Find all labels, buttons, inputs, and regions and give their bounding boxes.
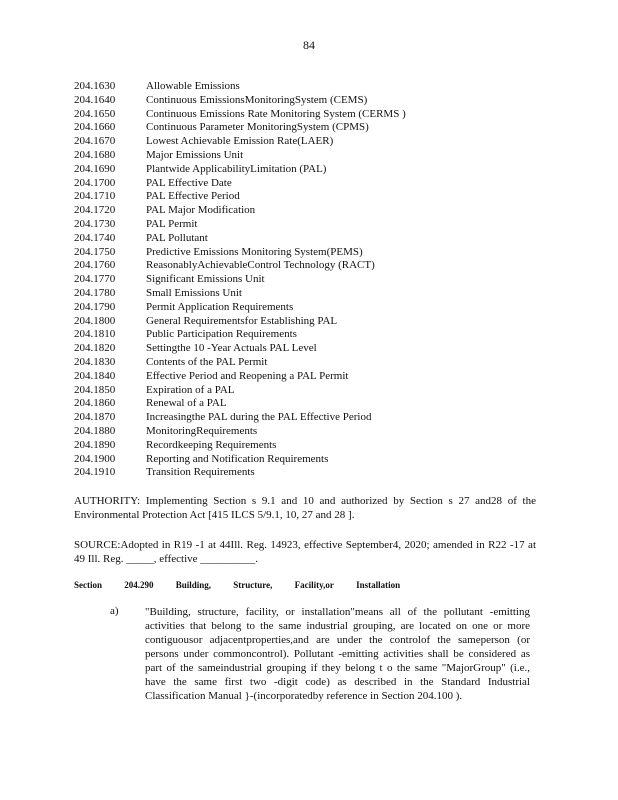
toc-section-number: 204.1900 (74, 452, 116, 465)
toc-row (74, 384, 554, 398)
item-label: a) (110, 605, 119, 617)
toc-row (74, 204, 554, 218)
table-of-contents (74, 80, 554, 480)
toc-section-number: 204.1640 (74, 93, 116, 106)
toc-section-number: 204.1890 (74, 438, 116, 451)
toc-section-number: 204.1800 (74, 314, 116, 327)
toc-section-title: Increasingthe PAL during the PAL Effective Period (146, 411, 372, 424)
toc-section-number: 204.1650 (74, 107, 116, 120)
toc-section-title: PAL Effective Date (146, 176, 232, 189)
section-title-word: Installation (356, 580, 401, 590)
toc-section-title: Small Emissions Unit (146, 286, 242, 299)
section-title-word: Structure, (233, 580, 273, 590)
toc-row (74, 301, 554, 315)
toc-section-number: 204.1810 (74, 328, 116, 341)
toc-row (74, 108, 554, 122)
toc-row (74, 453, 554, 467)
toc-row (74, 259, 554, 273)
toc-section-number: 204.1670 (74, 135, 116, 148)
item-body: "Building, structure, facility, or installation"means all of the pollutant -emitting activities that belong to the same industrial grouping, are located on one or more contiguousor adjacentproperties,and are under the controlof the sameperson (or persons under commoncontrol). Pollutant -emitting activities shall be considered as part of the sameindustrial grouping if they belong t o the same "MajorGroup" (i.e., have the same first two -digit code) as described in the Standard Industrial Classification Manual }-(incorporatedby reference in Section 204.100 ). (145, 606, 530, 702)
section-label: Section (74, 580, 102, 590)
section-title-word: Building, (175, 580, 212, 590)
toc-section-title: Predictive Emissions Monitoring System(PEMS) (146, 245, 363, 258)
section-title-word: Facility,or (294, 580, 334, 590)
toc-section-number: 204.1790 (74, 300, 116, 313)
toc-section-title: Continuous EmissionsMonitoringSystem (CEMS) (146, 93, 368, 106)
toc-row (74, 439, 554, 453)
toc-section-title: ReasonablyAchievableControl Technology (RACT) (146, 259, 375, 272)
toc-section-title: MonitoringRequirements (146, 424, 258, 437)
toc-section-number: 204.1750 (74, 245, 116, 258)
toc-section-number: 204.1910 (74, 466, 116, 479)
toc-section-title: Permit Application Requirements (146, 300, 294, 313)
toc-section-number: 204.1730 (74, 217, 116, 230)
toc-row (74, 218, 554, 232)
toc-section-title: Lowest Achievable Emission Rate(LAER) (146, 135, 334, 148)
toc-section-title: Major Emissions Unit (146, 148, 244, 161)
toc-section-title: General Requirementsfor Establishing PAL (146, 314, 338, 327)
toc-row (74, 411, 554, 425)
toc-section-number: 204.1760 (74, 259, 116, 272)
toc-section-number: 204.1820 (74, 342, 116, 355)
toc-row (74, 94, 554, 108)
toc-row (74, 315, 554, 329)
toc-row (74, 287, 554, 301)
section-heading (74, 580, 536, 590)
toc-section-title: Contents of the PAL Permit (146, 355, 268, 368)
section-number: 204.290 (124, 580, 154, 590)
toc-section-title: Effective Period and Reopening a PAL Permit (146, 369, 349, 382)
toc-section-number: 204.1680 (74, 148, 116, 161)
toc-section-number: 204.1660 (74, 121, 116, 134)
toc-section-title: Plantwide ApplicabilityLimitation (PAL) (146, 162, 327, 175)
toc-section-title: PAL Major Modification (146, 204, 256, 217)
toc-section-title: Continuous Emissions Rate Monitoring System (CERMS ) (146, 107, 406, 120)
toc-section-number: 204.1870 (74, 411, 116, 424)
toc-section-title: Continuous Parameter MonitoringSystem (CPMS) (146, 121, 369, 134)
authority-note: AUTHORITY: Implementing Section s 9.1 and 10 and authorized by Section s 27 and28 of the Environmental Protection Act [415 ILCS 5/9.1, 10, 27 and 28 ]. (74, 495, 536, 521)
toc-section-number: 204.1720 (74, 204, 116, 217)
toc-section-title: PAL Effective Period (146, 190, 240, 203)
toc-row (74, 121, 554, 135)
toc-section-title: PAL Permit (146, 217, 198, 230)
toc-row (74, 135, 554, 149)
toc-row (74, 190, 554, 204)
toc-row (74, 328, 554, 342)
toc-section-number: 204.1850 (74, 383, 116, 396)
toc-row (74, 356, 554, 370)
toc-section-title: PAL Pollutant (146, 231, 208, 244)
toc-section-title: Significant Emissions Unit (146, 273, 265, 286)
toc-row (74, 163, 554, 177)
toc-section-number: 204.1860 (74, 397, 116, 410)
toc-section-title: Public Participation Requirements (146, 328, 297, 341)
toc-section-title: Renewal of a PAL (146, 397, 227, 410)
toc-section-number: 204.1700 (74, 176, 116, 189)
toc-row (74, 466, 554, 480)
toc-row (74, 177, 554, 191)
toc-section-title: Expiration of a PAL (146, 383, 235, 396)
toc-section-number: 204.1630 (74, 80, 116, 92)
toc-section-number: 204.1880 (74, 424, 116, 437)
toc-row (74, 370, 554, 384)
toc-row (74, 273, 554, 287)
toc-section-title: Reporting and Notification Requirements (146, 452, 329, 465)
toc-section-title: Allowable Emissions (146, 80, 240, 92)
toc-row (74, 232, 554, 246)
page-number: 84 (303, 38, 315, 52)
toc-section-number: 204.1740 (74, 231, 116, 244)
toc-row (74, 397, 554, 411)
toc-section-number: 204.1830 (74, 355, 116, 368)
toc-row (74, 425, 554, 439)
toc-row (74, 80, 554, 94)
toc-row (74, 246, 554, 260)
toc-section-number: 204.1710 (74, 190, 116, 203)
toc-section-title: Transition Requirements (146, 466, 255, 479)
toc-section-number: 204.1840 (74, 369, 116, 382)
toc-section-title: Settingthe 10 -Year Actuals PAL Level (146, 342, 317, 355)
toc-row (74, 149, 554, 163)
toc-section-number: 204.1770 (74, 273, 116, 286)
toc-section-number: 204.1780 (74, 286, 116, 299)
toc-section-title: Recordkeeping Requirements (146, 438, 277, 451)
toc-section-number: 204.1690 (74, 162, 116, 175)
toc-row (74, 342, 554, 356)
source-note: SOURCE:Adopted in R19 -1 at 44Ill. Reg. 14923, effective September4, 2020; amended in R22 -17 at 49 Ill. Reg. _____, effective __________. (74, 539, 536, 565)
